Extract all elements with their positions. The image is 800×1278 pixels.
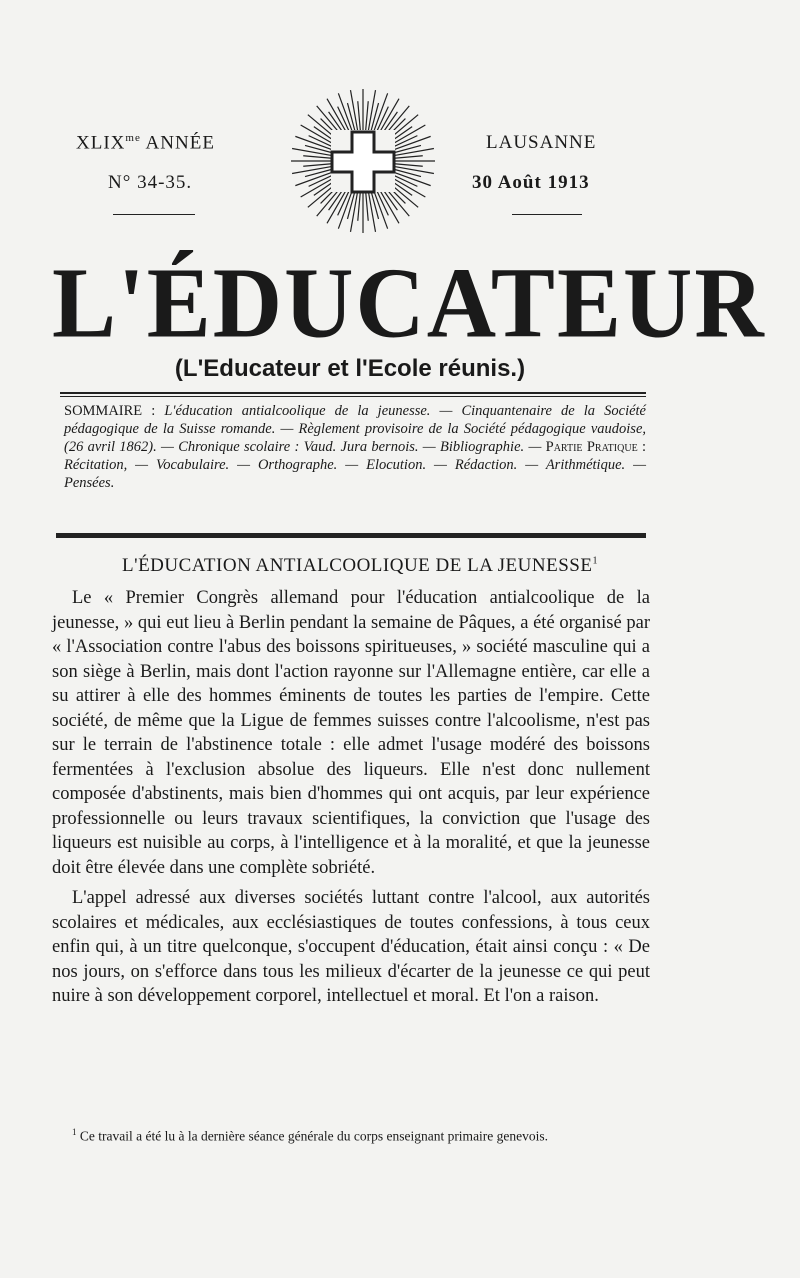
issue-number: N° 34-35. <box>108 172 193 193</box>
article-body <box>52 586 650 1009</box>
issue-date: 30 Août 1913 <box>472 172 590 193</box>
table-of-contents <box>64 402 646 492</box>
left-divider <box>113 214 195 215</box>
footnote-text: Ce travail a été lu à la dernière séance générale du corps enseignant primaire genevois. <box>79 1128 549 1144</box>
masthead-rule-thin <box>60 396 646 397</box>
city: LAUSANNE <box>486 132 597 153</box>
right-divider <box>512 214 582 215</box>
sommaire-part-label: Partie Pratique : <box>545 439 646 455</box>
year-line <box>76 132 215 154</box>
sommaire-part2: Récitation, — Vocabulaire. — Orthographe. — Elocution. — Rédaction. — Arithmétique. — Pensées. <box>64 457 646 491</box>
article-title <box>60 555 660 577</box>
article-title-text: L'ÉDUCATION ANTIALCOOLIQUE DE LA JEUNESSE <box>122 555 593 576</box>
swiss-cross-emblem-icon <box>290 86 436 236</box>
footnote-mark: 1 <box>72 1127 77 1137</box>
masthead-rule <box>60 392 646 394</box>
sommaire-lead: SOMMAIRE : <box>64 403 156 419</box>
journal-title: L'ÉDUCATEUR <box>52 246 766 359</box>
footnote <box>52 1122 650 1147</box>
contents-rule <box>56 533 646 538</box>
year-word: ANNÉE <box>145 132 215 154</box>
paragraph: Le « Premier Congrès allemand pour l'éducation antialcoolique de la jeunesse, » qui eut lieu à Berlin pendant la semaine de Pâques, a été organisé par « l'Association contre l'abus des boissons spiritueuses, » société masculine qui a son siège à Berlin, mais dont l'action rayonne sur l'Allemagne entière, car elle a su attirer à elle des hommes éminents de toutes les parties de l'empire. Cette société, de même que la Ligue de femmes suisses contre l'alcoolisme, n'est pas sur le terrain de l'abstinence totale : elle admet l'usage modéré des boissons fermentées à l'exclusion absolue des liqueurs. Elle n'est donc nullement composée d'abstinents, mais bien d'hommes qui ont acquis, par leur expérience professionnelle ou leurs travaux scientifiques, la conviction que l'usage des liqueurs est nuisible au corps, à l'intelligence et à la moralité, et que la jeunesse doit être élevée dans une complète sobriété. <box>52 588 650 878</box>
sommaire-part1: L'éducation antialcoolique de la jeunesse. — Cinquantenaire de la Société pédagogique de la Suisse romande. — Règlement provisoire de la Société pédagogique vaudoise, (26 avril 1862). — Chronique scolaire : Vaud. Jura bernois. — Bibliographie. — <box>64 403 646 455</box>
year-sup: me <box>125 132 141 144</box>
paragraph: L'appel adressé aux diverses sociétés luttant contre l'alcool, aux autorités scolaires et médicales, aux ecclésiastiques de toutes confessions, à tous ceux enfin qui, à un titre quelconque, s'occupent d'éducation, était ainsi conçu : « De nos jours, on s'efforce dans tous les milieux d'écarter de la jeunesse ce qui peut nuire à son développement corporel, intellectuel et moral. Et l'on a raison. <box>52 888 650 1006</box>
year-roman: XLIX <box>76 132 126 154</box>
journal-subtitle: (L'Educateur et l'Ecole réunis.) <box>174 355 526 382</box>
article-title-note: 1 <box>592 555 598 567</box>
